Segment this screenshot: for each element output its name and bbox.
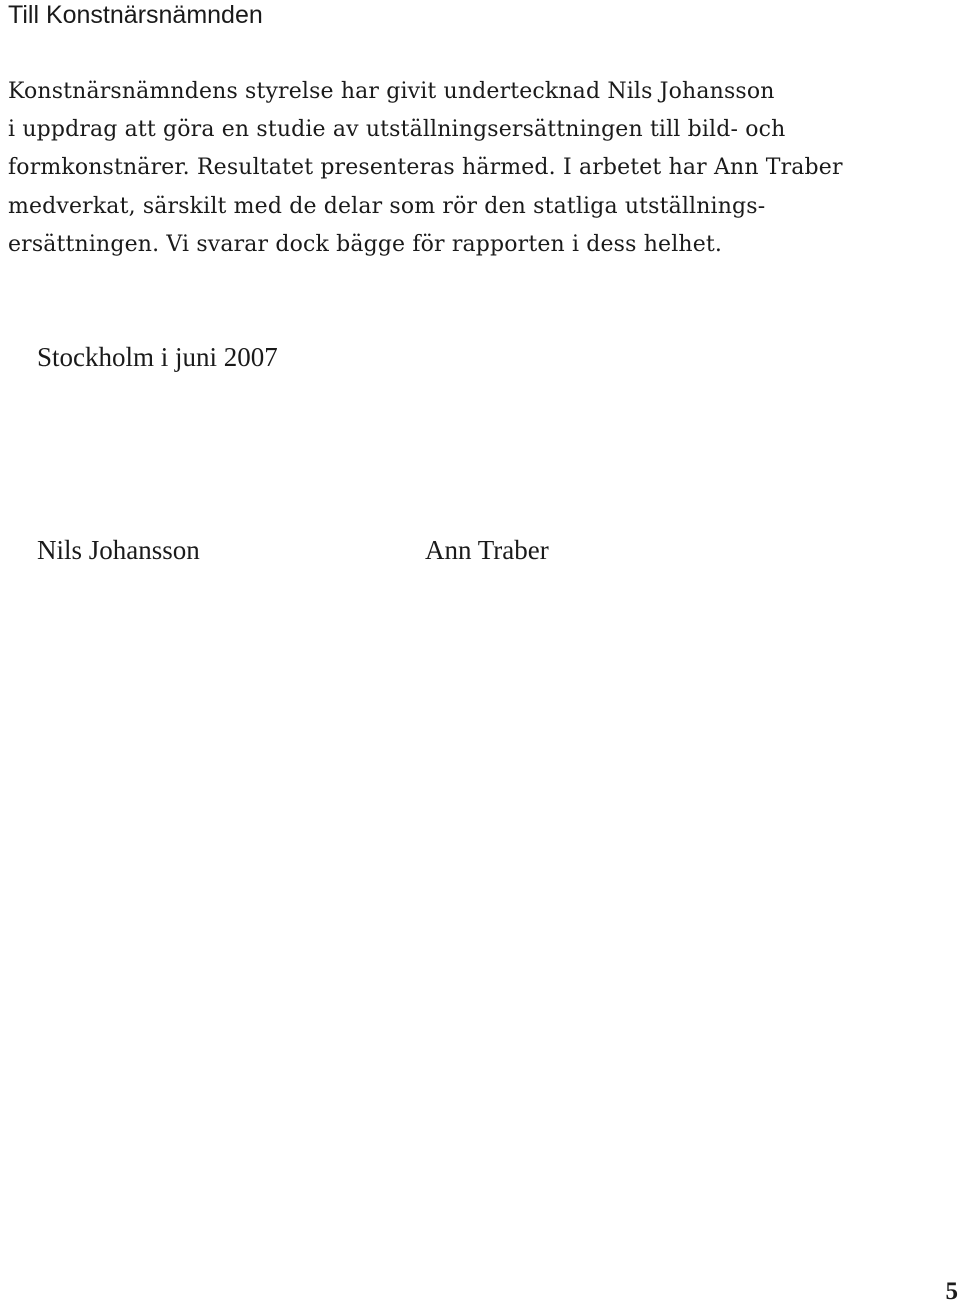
body-line-3: formkonstnärer. Resultatet presenteras härmed. I arbetet har Ann Traber (8, 155, 843, 181)
page-number: 5 (945, 1278, 958, 1305)
body-line-5: ersättningen. Vi svarar dock bägge för rapporten i dess helhet. (8, 231, 722, 257)
place-and-date: Stockholm i juni 2007 (37, 342, 278, 372)
letter-body (8, 73, 958, 264)
signatory-ann-traber: Ann Traber (425, 535, 549, 565)
body-line-2: i uppdrag att göra en studie av utställningsersättningen till bild- och (8, 117, 786, 143)
body-line-4: medverkat, särskilt med de delar som rör den statliga utställnings- (8, 193, 766, 219)
body-line-1: Konstnärsnämndens styrelse har givit undertecknad Nils Johansson (8, 79, 775, 104)
letter-heading: Till Konstnärsnämnden (8, 1, 263, 29)
signatory-nils-johansson: Nils Johansson (37, 535, 200, 565)
